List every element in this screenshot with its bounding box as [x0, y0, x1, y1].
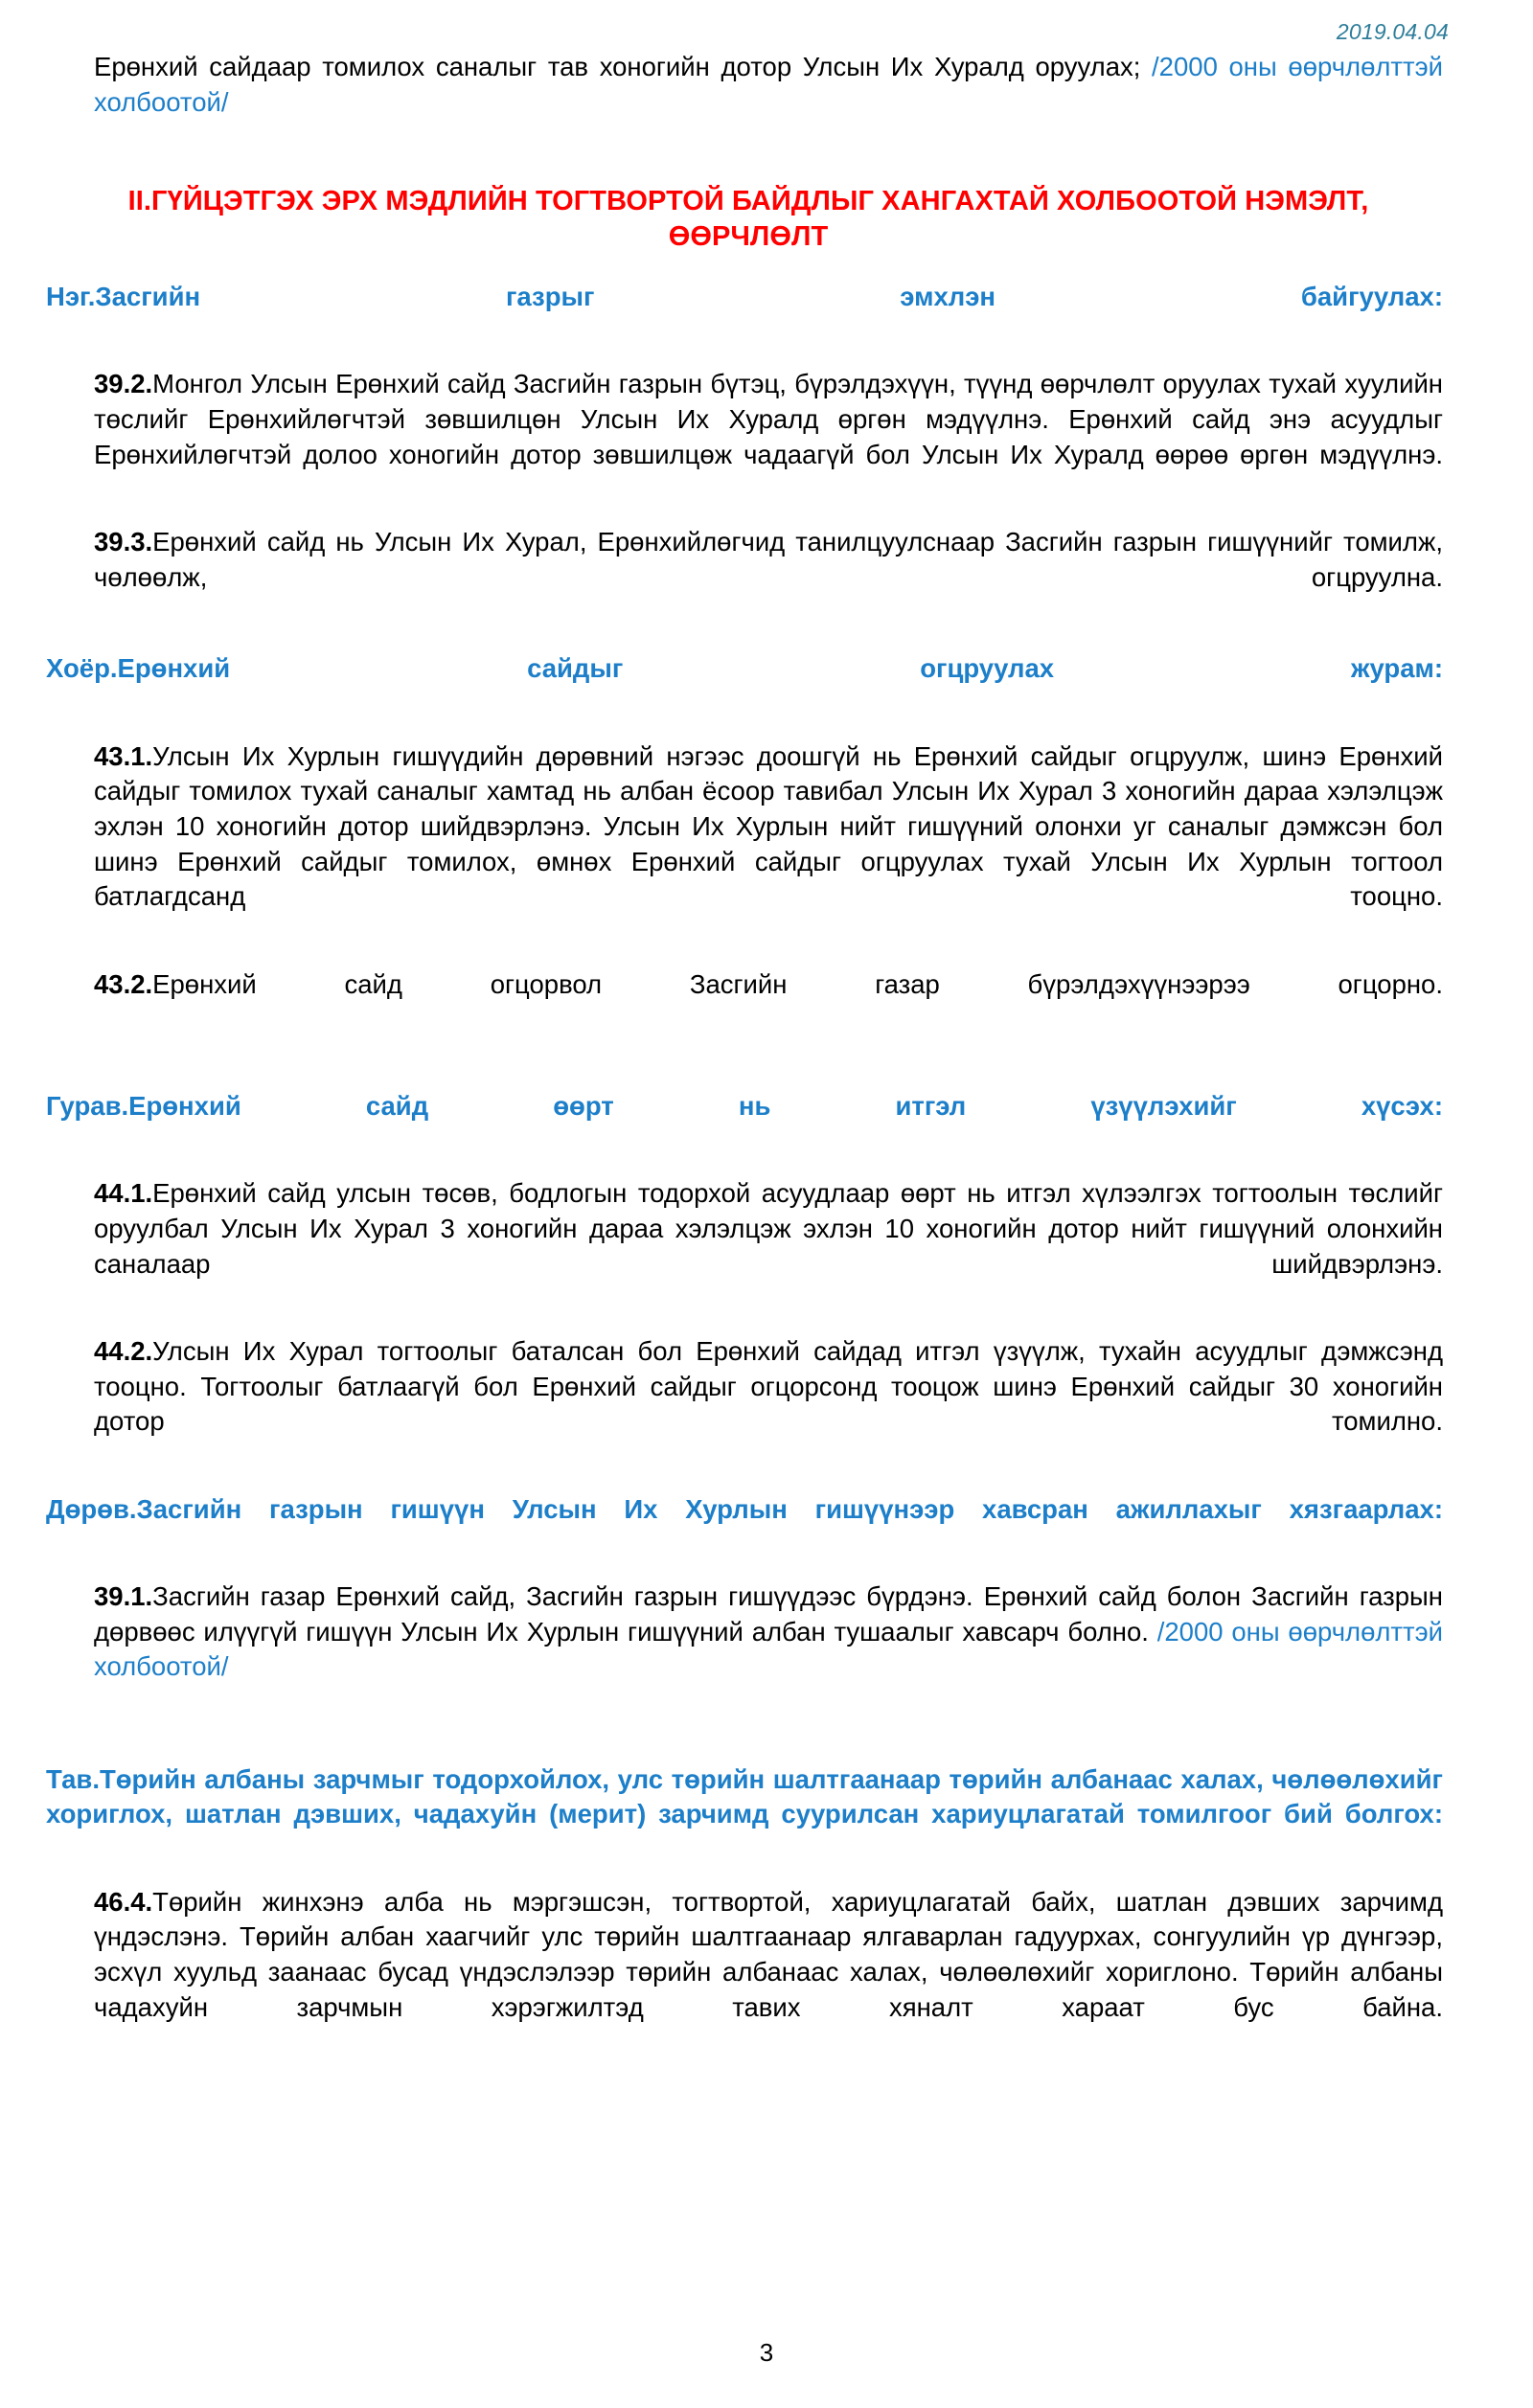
subsection-heading-tav: Тав.Төрийн албаны зарчмыг тодорхойлох, улс төрийн шалтгаанаар төрийн албанаас халах, чөлөөлөхийг хориглох, шатлан дэвших, чадахуйн (мерит) зарчимд суурилсан хариуцлагатай томилгоог бий болгох: — [46, 1763, 1443, 1829]
clause-46-4 — [46, 1885, 1451, 2061]
clause-text: Ерөнхий сайд улсын төсөв, бодлогын тодорхой асуудлаар өөрт нь итгэл хүлээлгэх тогтоолын төслийг оруулбал Улсын Их Хурал 3 хоногийн дараа хэлэлцэж эхлэн 10 хоногийн дотор нийт гишүүний олонхийн саналаар шийдвэрлэнэ. — [94, 1178, 1443, 1279]
clause-number: 39.2. — [94, 369, 153, 399]
clause-text: Монгол Улсын Ерөнхий сайд Засгийн газрын бүтэц, бүрэлдэхүүн, түүнд өөрчлөлт оруулах тухай хуулийн төслийг Ерөнхийлөгчтэй зөвшилцөн Улсын Их Хуралд өргөн мэдүүлнэ. Ерөнхий сайд энэ асуудлыг Ерөнхийлөгчтэй долоо хоногийн дотор зөвшилцөж чадаагүй бол Улсын Их Хуралд өөрөө өргөн мэдүүлнэ. — [94, 369, 1443, 469]
clause-number: 39.1. — [94, 1581, 153, 1611]
clause-39-1 — [46, 1579, 1451, 1720]
clause-number: 39.3. — [94, 527, 153, 557]
clause-text: Төрийн жинхэнэ алба нь мэргэшсэн, тогтвортой, хариуцлагатай байх, шатлан дэвших зарчимд үндэслэнэ. Төрийн албан хаагчийг улс төрийн шалтгаанаар ялгаварлан гадуурхах, сонгуулийн үр дүнгээр, эсхүл хуульд заанаас бусад үндэслэлээр төрийн албанаас халах, чөлөөлөхийг хориглоно. Төрийн албаны чадахуйн зарчмын хэрэгжилтэд тавих хяналт хараат бус байна. — [94, 1886, 1443, 2022]
intro-paragraph — [46, 50, 1451, 155]
clause-text: Ерөнхий сайд огцорвол Засгийн газар бүрэлдэхүүнээрээ огцорно. — [152, 968, 1443, 999]
subsection-heading-dorov: Дөрөв.Засгийн газрын гишүүн Улсын Их Хурлын гишүүнээр хавсран ажиллахыг хязгаарлах: — [46, 1493, 1443, 1524]
subsection-heading-gurav: Гурав.Ерөнхий сайд өөрт нь итгэл үзүүлэхийг хүсэх: — [46, 1091, 1443, 1122]
clause-number: 44.2. — [94, 1336, 153, 1367]
clause-text: Улсын Их Хурал тогтоолыг баталсан бол Ерөнхий сайдад итгэл үзүүлж, тухайн асуудлыг дэмжсэнд тооцно. Тогтоолыг батлаагүй бол Ерөнхий сайдыг огцорсонд тооцож шинэ Ерөнхий сайдыг 30 хоногийн дотор томилно. — [94, 1336, 1443, 1437]
clause-44-2 — [46, 1334, 1451, 1475]
clause-text: Ерөнхий сайд нь Улсын Их Хурал, Ерөнхийлөгчид танилцуулснаар Засгийн газрын гишүүнийг томилж, чөлөөлж, огцруулна. — [94, 527, 1443, 592]
amendment-note: /2000 оны өөрчлөлттэй холбоотой/ — [94, 52, 1443, 117]
section-title: II.ГҮЙЦЭТГЭХ ЭРХ МЭДЛИЙН ТОГТВОРТОЙ БАЙДЛЫГ ХАНГАХТАЙ ХОЛБООТОЙ НЭМЭЛТ, ӨӨРЧЛӨЛТ — [127, 186, 1369, 253]
subsection-heading-neg: Нэг.Засгийн газрыг эмхлэн байгуулах: — [46, 282, 1443, 312]
document-date: 2019.04.04 — [1336, 19, 1449, 44]
clause-39-3 — [46, 525, 1451, 630]
document-body — [46, 50, 1451, 2060]
clause-43-2 — [46, 967, 1451, 1037]
clause-text: Засгийн газар Ерөнхий сайд, Засгийн газрын гишүүдээс бүрдэнэ. Ерөнхий сайд болон Засгийн газрын дөрвөөс илүүгүй гишүүн Улсын Их Хурлын гишүүний албан тушаалыг хавсарч болно. — [94, 1581, 1443, 1647]
amendment-note: /2000 оны өөрчлөлттэй холбоотой/ — [94, 1616, 1444, 1682]
intro-paragraph-text: Ерөнхий сайдаар томилох саналыг тав хоногийн дотор Улсын Их Хуралд оруулах; — [94, 52, 1153, 81]
clause-number: 43.1. — [94, 740, 153, 771]
clause-43-1 — [46, 739, 1451, 950]
clause-number: 43.2. — [94, 968, 153, 999]
spacer — [46, 1055, 1451, 1068]
clause-39-2 — [46, 367, 1451, 508]
clause-number: 46.4. — [94, 1886, 153, 1917]
page-number: 3 — [759, 2338, 774, 2367]
subsection-heading-hoyor: Хоёр.Ерөнхий сайдыг огцруулах журам: — [46, 653, 1443, 684]
clause-number: 44.1. — [94, 1178, 153, 1209]
clause-44-1 — [46, 1176, 1451, 1317]
clause-text: Улсын Их Хурлын гишүүдийн дөрөвний нэгээс доошгүй нь Ерөнхий сайдыг огцруулж, шинэ Ерөнхий сайдыг томилох тухай саналыг хамтад нь албан ёсоор тавибал Улсын Их Хурал 3 хоногийн дараа хэлэлцэж эхлэн 10 хоногийн дотор шийдвэрлэнэ. Улсын Их Хурлын нийт гишүүний олонхи уг саналыг дэмжсэн бол шинэ Ерөнхий сайдыг томилох, өмнөх Ерөнхий сайдыг огцруулах тухай Улсын Их Хурлын тогтоол батлагдсанд тооцно. — [94, 740, 1443, 912]
